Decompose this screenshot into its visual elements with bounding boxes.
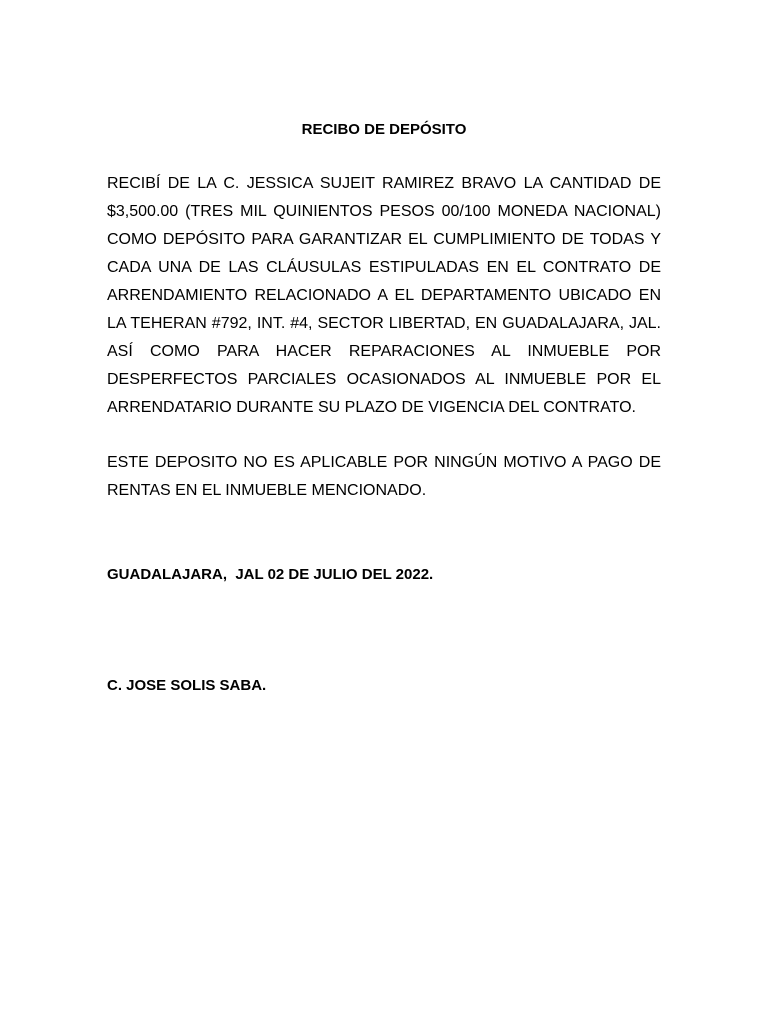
document-title: RECIBO DE DEPÓSITO [301,121,467,138]
paragraph-1-line-1: RECIBÍ DE LA C. JESSICA SUJEIT RAMIREZ BRAVO LA CANTIDAD DE [107,175,661,192]
signature-name: C. JOSE SOLIS SABA. [107,677,267,694]
paragraph-1-line-4: CADA UNA DE LAS CLÁUSULAS ESTIPULADAS EN EL CONTRATO DE [107,259,661,276]
paragraph-1-line-3: COMO DEPÓSITO PARA GARANTIZAR EL CUMPLIMIENTO DE TODAS Y [107,231,661,248]
paragraph-1-line-9: ARRENDATARIO DURANTE SU PLAZO DE VIGENCIA DEL CONTRATO. [107,399,636,416]
paragraph-1-line-2: $3,500.00 (TRES MIL QUINIENTOS PESOS 00/100 MONEDA NACIONAL) [107,203,661,220]
place-date: GUADALAJARA, JAL 02 DE JULIO DEL 2022. [107,566,434,583]
paragraph-1-line-5: ARRENDAMIENTO RELACIONADO A EL DEPARTAMENTO UBICADO EN [107,287,661,304]
paragraph-2-line-2: RENTAS EN EL INMUEBLE MENCIONADO. [107,482,427,499]
paragraph-2-line-1: ESTE DEPOSITO NO ES APLICABLE POR NINGÚN MOTIVO A PAGO DE [107,454,661,471]
paragraph-1-line-7: ASÍ COMO PARA HACER REPARACIONES AL INMUEBLE POR [107,343,661,360]
paragraph-1-line-6: LA TEHERAN #792, INT. #4, SECTOR LIBERTAD, EN GUADALAJARA, JAL. [107,315,661,332]
paragraph-1-line-8: DESPERFECTOS PARCIALES OCASIONADOS AL INMUEBLE POR EL [107,371,661,388]
